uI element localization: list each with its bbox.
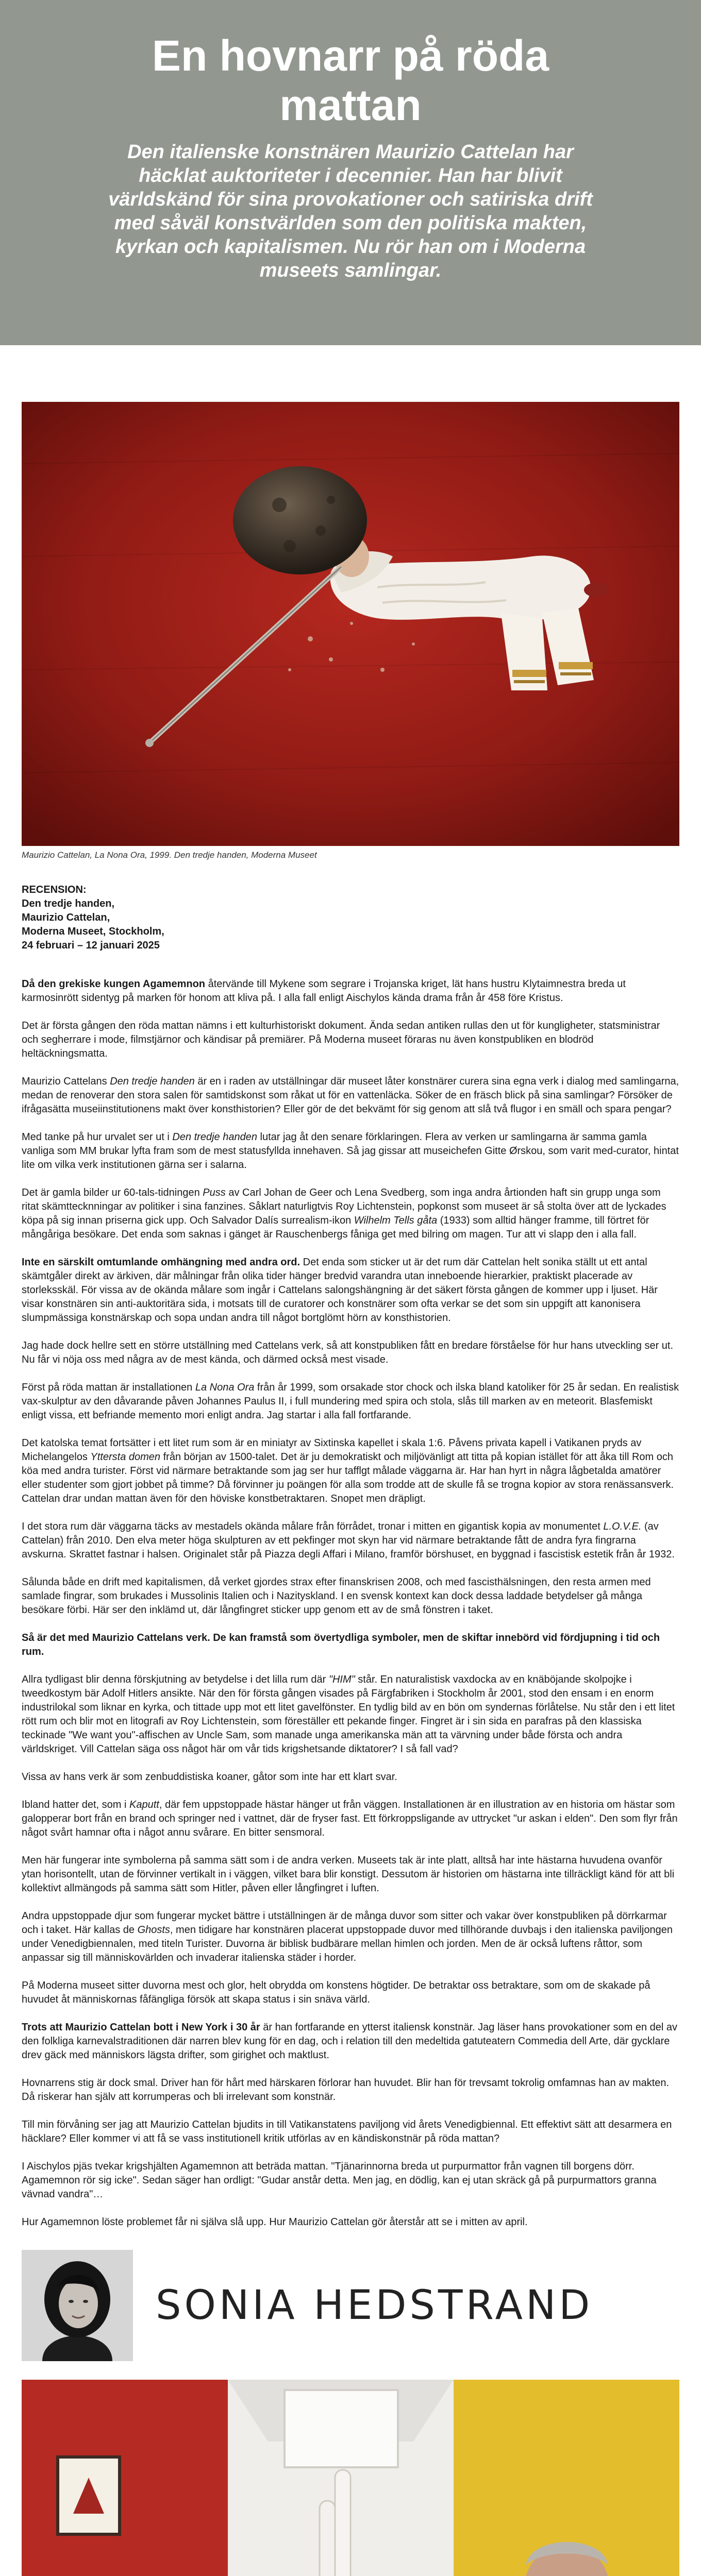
author-name: SONIA HEDSTRAND [156,2282,593,2329]
paragraph: Så är det med Maurizio Cattelans verk. De kan framstå som övertydliga symboler, men de skiftar innebörd vid fördjupning i tid och rum. [22,1632,660,1657]
article-ingress: Den italienske konstnären Maurizio Cattelan har häcklat auktoriteter i decennier. Han har blivit världskänd för sina provokationer och satiriska drift med såväl konstvärlden som den politiska makten, kyrkan och kapitalismen. Nu rör han om i Moderna museets samlingar. [108,141,593,281]
la-nona-ora-illustration [22,402,679,846]
main-image-caption: Maurizio Cattelan, La Nona Ora, 1999. Den tredje handen, Moderna Museet [22,850,317,860]
paragraph: Trots att Maurizio Cattelan bott i New York i 30 år är han fortfarande en ytterst italiensk konstnär. Jag läser hans provokationer som en del av den folkliga karnevalstraditionen där narren blev kung för en dag, och i relation till den medeltida gatuteatern Commedia dell Arte, där gycklare drev gäck med människors lägsta drifter, som girighet och maktlust. [22,2022,678,2061]
exhibition-title: Den tredje handen, [22,898,115,909]
paragraph: I det stora rum där väggarna täcks av mestadels okända målare från förrådet, tronar i mitten en gigantisk kopia av monumentet L.O.V.E. (av Cattelan) från 2010. Den elva meter höga skulpturen av ett pekfinger mot skyn har vid närmare betraktande fått de andra fyra fingrarna avskurna. Skrattet fastnar i halsen. Originalet står på Piazza degli Affari i Milano, framför börshuset, en byggnad i fascistisk estetik från år 1932. [22,1521,675,1560]
la-nona-ora-image [22,402,679,846]
exhibition-dates: 24 februari – 12 januari 2025 [22,940,160,951]
main-artwork-figure [0,402,701,860]
paragraph: Andra uppstoppade djur som fungerar mycket bättre i utställningen är de många duvor som sitter och vakar över konstpubliken på dörrkarmar och i taket. Här kallas de Ghosts, men tidigare har konstnären placerat uppstoppade duvor med tillhörande duvbajs i den italienska paviljongen under Venedigbiennalen, med titeln Turister. Duvorna är biblisk budbärare mellan himlen och jorden. Men de är också luftens råttor, som anpassar sig till människovärlden och invaderar italienska städer i horder. [22,1910,673,1963]
paragraph: Då den grekiske kungen Agamemnon återvände till Mykene som segrare i Trojanska kriget, lät hans hustru Klytaimnestra breda ut karmosinrött sidentyg på marken för honom att kliva på. I alla fall enligt Aischylos kända drama från år 458 före Kristus. [22,978,626,1004]
paragraph: Hovnarrens stig är dock smal. Driver han för hårt med härskaren förlorar han huvudet. Blir han för trevsamt tokrolig omfamnas han av makten. Då riskerar han själv att korrumperas och bli irrelevant som konstnär. [22,2077,670,2103]
him-artwork-image [22,2380,228,2576]
paragraph: Allra tydligast blir denna förskjutning av betydelse i det lilla rum där "HIM" står. En naturalistisk vaxdocka av en knäböjande skolpojke i tweedkostym bär Adolf Hitlers ansikte. När den för första gången visades på Färgfabriken i Stockholm år 2001, stod den ensam i en enorm industrilokal som liknar en kyrka, och tittade upp mot ett litet gavelfönster. En tydlig bild av en bön om syndernas förlåtelse. Nu står den i ett litet rött rum och blir mot en litografi av Roy Lichtenstein, som föreställer ett pekande finger. Fingret är i sin sida en parafras på den klassiska teckinade "We want you"-affischen av Uncle Sam, som manade unga amerikanska män att ta värvning under både första och andra världskriget. Vill Cattelan säga oss något här om vår tids krigshetsande diktatorer? I så fall vad? [22,1674,675,1755]
exhibition-venue: Moderna Museet, Stockholm, [22,926,164,937]
love-illustration [228,2380,454,2576]
paragraph: Det katolska temat fortsätter i ett litet rum som är en miniatyr av Sixtinska kapellet i skala 1:6. Påvens privata kapell i Vatikanen pryds av Michelangelos Yttersta domen från början av 1500-talet. Det är ju demokratiskt och miljövänligt att titta på kopian istället för att åka till Rom och köa med andra turister. Först vid närmare betraktande som jag ser hur tafflgt målade väggarna är. Har han hyrt in några lågbetalda amatörer eller studenter som gjort jobbet på timme? Då förvinner ju poängen för alla som trodde att de skulle få se trogna kopior av stora renässansverk. Cattelan drar undan mattan även för den höviske konstbetraktaren. Snopet men dräpligt. [22,1437,674,1504]
paragraph: Med tanke på hur urvalet ser ut i Den tredje handen lutar jag åt den senare förklaringen. Flera av verken ur samlingarna är samma gamla vanliga som MM brukar lyfta fram som de mest statusfyllda innehaven. Så jag gissar att museichefen Gitte Ørskou, som varit med-curator, hintat lite om vilka verk institutionen gärna ser i salarna. [22,1131,679,1171]
paragraph: På Moderna museet sitter duvorna mest och glor, helt obrydda om konstens högtider. De betraktar oss betraktare, som om de skakade på huvudet åt människornas fåfängliga försök att skapa status i sin snäva värld. [22,1980,650,2005]
paragraph: Maurizio Cattelans Den tredje handen är en i raden av utställningar där museet låter konstnärer curera sina egna verk i dialog med samlingarna, medan de renoverar den stora salen för samtidskonst som råkat ut för en vattenläcka. Söker de en fräsch blick på sina samlingar? Försöker de ifrågasätta museiinstitutionens makt över konsthistorien? Eller gör de det bekvämt för sig genom att slå två flugor i en smäll och spara pengar? [22,1076,679,1115]
paragraph: Det är gamla bilder ur 60-tals-tidningen Puss av Carl Johan de Geer och Lena Svedberg, som inga andra årtionden haft sin grupp unga som ritat skämttecknningar av politiker i sina fanzines. Såklart naturligtvis Roy Lichtenstein, popkonst som museet är så stolta över att de lyckades köpa på sig innan priserna gick upp. Och Salvador Dalís surrealism-ikon Wilhelm Tells gåta (1933) som alltid hänger framme, till förtret för mångåriga besökare. Det enda som saknas i gänget är Rauschenbergs fåniga get med bilring om magen. Tur att vi slapp den i alla fall. [22,1187,666,1240]
paragraph: Sålunda både en drift med kapitalismen, då verket gjordes strax efter finanskrisen 2008, och med fascisthälsningen, den resta armen med samlade fingrar, som brukades i Mussolinis Italien och i Nazityskland. I en svensk kontext kan dock dessa laddade betydelser gå många besökare förbi. Här ser den inklämd ut, där långfingret sticker upp genom ett av de små fönstren i taket. [22,1577,651,1616]
author-byline [22,2250,679,2361]
bottom-image-strip [22,2380,679,2576]
author-photo [22,2250,133,2361]
artist-portrait-image [454,2380,679,2576]
paragraph: Hur Agamemnon löste problemet får ni själva slå upp. Hur Maurizio Cattelan gör återstår att se i mitten av april. [22,2216,528,2228]
paragraph: Först på röda mattan är installationen La Nona Ora från år 1999, som orsakade stor chock och ilska bland katoliker för 25 år sedan. En realistisk vax-skulptur av den dåvarande påven Johannes Paulus II, i full mundering med spira och stola, slås till marken av en meteorit. Blasfemiskt enligt vissa, ett befriande memento mori enligt andra. Jag startar i alla fall fortfarande. [22,1382,679,1421]
paragraph: Ibland hatter det, som i Kaputt, där fem uppstoppade hästar hänger ut från väggen. Installationen är en illustration av en historia om hästar som galopperar bort från en brand och springer ned i vattnet, där de fryser fast. Ett förkroppsligande av uttrycket "ur askan i elden". Den som flyr från något svårt hamnar ofta i något annu svårare. En bitter sensmoral. [22,1799,678,1838]
review-label: RECENSION: [22,884,87,895]
paragraph: Vissa av hans verk är som zenbuddistiska koaner, gåtor som inte har ett klart svar. [22,1771,397,1783]
paragraph: Men här fungerar inte symbolerna på samma sätt som i de andra verken. Museets tak är inte platt, alltså har inte hästarna huvudena ovanför ytan horisontellt, utan de förvinner vertikalt in i väggen, vilket bara blir konstigt. Dessutom är historien om hästarna inte tillräckligt känd för att bli kollektivt allmängods på samma sätt som Hitler, påven eller långfingret i luften. [22,1855,675,1894]
article-header [0,0,701,345]
paragraph: I Aischylos pjäs tvekar krigshjälten Agamemnon att beträda mattan. "Tjänarinnorna breda ut purpurmattor från vagnen till borgens dörr. Agamemnon rör sig icke". Sedan säger han ordligt: "Gudar anstår detta. Men jag, en dödlig, kan ej utan skräck gå på purpurmattors granna vävnad vandra"… [22,2161,657,2200]
him-illustration [22,2380,228,2576]
exhibition-artist: Maurizio Cattelan, [22,912,110,923]
paragraph: Inte en särskilt omtumlande omhängning med andra ord. Det enda som sticker ut är det rum där Cattelan helt sonika ställt ut ett antal skämtgåler direkt av ärkiven, där målningar från olika tider hänger bredvid varandra utan inneboende hierarkier, praktiskt placerade av storleksskäl. För vissa av de okända målare som ingår i Cattelans salongshängning är det säkert första gången de kommer upp i ljuset. Här visar konstnären sin anti-auktoritära sida, i motsats till de curatorer och konstnärer som ofta verkar se det som sin uppgift att kanonisera slumpmässiga konstnärskap och sopa undan andra till något bortglömt hörn av konsthistorien. [22,1257,658,1324]
paragraph: Jag hade dock hellre sett en större utställning med Cattelans verk, så att konstpubliken fått en bredare förståelse för hur hans utveckling ser ut. Nu får vi nöja oss med några av de mest kända, och därmed också mest visade. [22,1340,674,1365]
paragraph: Till min förvåning ser jag att Maurizio Cattelan bjudits in till Vatikanstatens paviljong vid årets Venedigbiennal. Ett effektivt sätt att desarmera en häcklare? Eller kommer vi att få se vass institutionell kritik utförlas av en kändiskonstnär på röda mattan? [22,2119,672,2144]
article-body [22,883,679,2229]
author-portrait-illustration [22,2250,133,2361]
love-artwork-image [228,2380,454,2576]
paragraph: Det är första gången den röda mattan nämns i ett kulturhistoriskt dokument. Ända sedan antiken rullas den ut för kungligheter, statsministrar och segherrare i mode, filmstjärnor och kändisar på premiärer. På Moderna museet föraras nu även konstpubliken en blodröd heltäckningsmatta. [22,1020,660,1059]
artist-portrait-illustration [454,2380,679,2576]
article-title: En hovnarr på röda mattan [152,31,549,129]
review-meta [22,883,679,953]
